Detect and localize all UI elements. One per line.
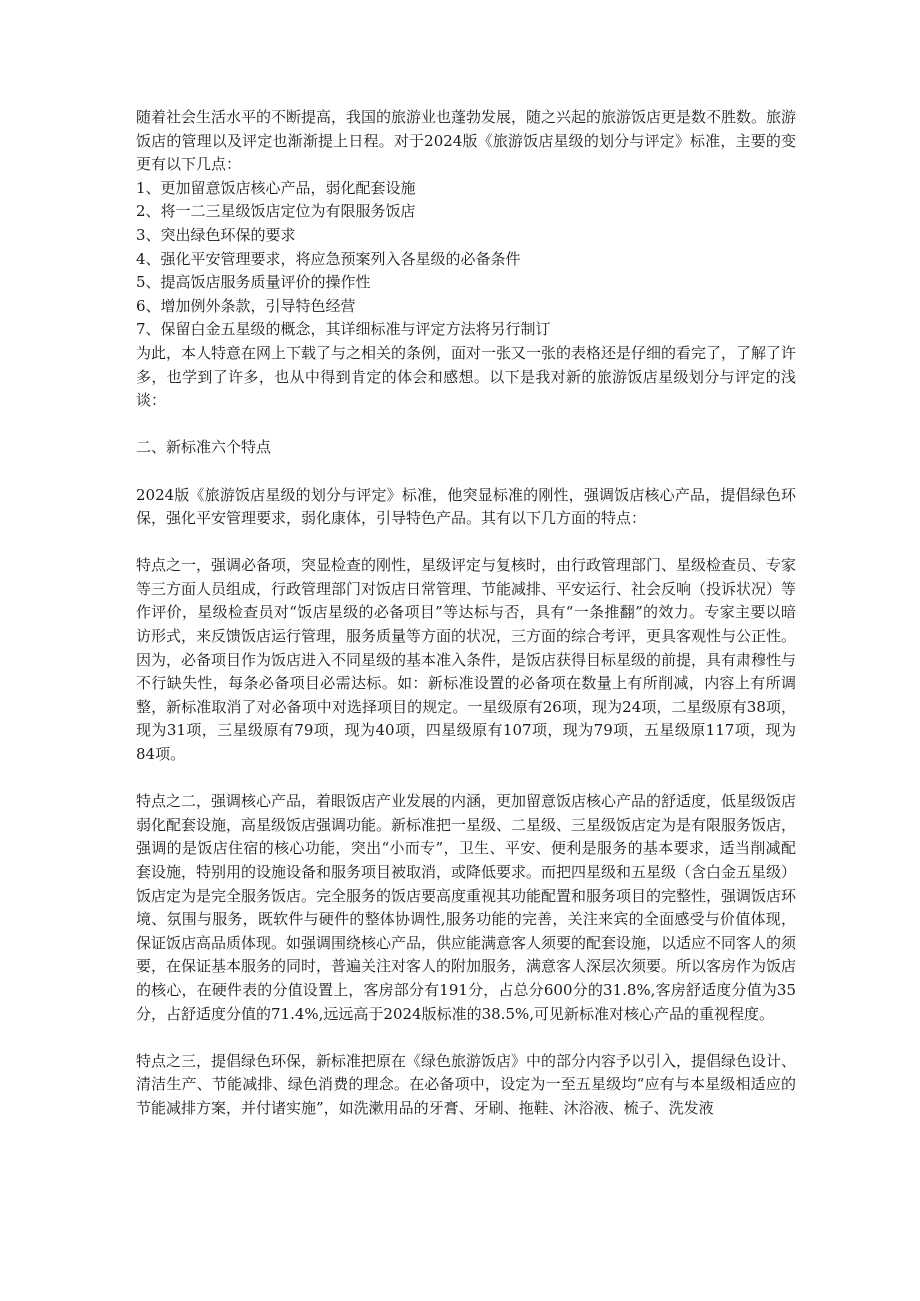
intro-paragraph: 随着社会生活水平的不断提高，我国的旅游业也蓬勃发展，随之兴起的旅游饭店更是数不胜数。旅游饭店的管理以及评定也渐渐提上日程。对于2024版《旅游饭店星级的划分与评定》标准，主要的变更有以下几点： bbox=[136, 108, 797, 174]
document-page bbox=[136, 106, 796, 1121]
change-item-2: 2、将一二三星级饭店定位为有限服务饭店 bbox=[136, 202, 416, 221]
paragraph-spacer bbox=[136, 413, 796, 437]
change-item-3: 3、突出绿色环保的要求 bbox=[136, 225, 296, 244]
paragraph-spacer bbox=[136, 1026, 796, 1050]
section-summary-paragraph: 2024版《旅游饭店星级的划分与评定》标准，他突显标准的刚性，强调饭店核心产品，提倡绿色环保，强化平安管理要求，弱化康体，引导特色产品。其有以下几方面的特点： bbox=[136, 485, 796, 528]
paragraph-spacer bbox=[136, 531, 796, 555]
paragraph-spacer bbox=[136, 460, 796, 484]
change-item-4: 4、强化平安管理要求，将应急预案列入各星级的必备条件 bbox=[136, 249, 521, 268]
change-item-7: 7、保留白金五星级的概念，其详细标准与评定方法将另行制订 bbox=[136, 320, 551, 339]
intro-closing-paragraph: 为此，本人特意在网上下载了与之相关的条例，面对一张又一张的表格还是仔细的看完了，了解了许多，也学到了许多，也从中得到肯定的体会和感想。以下是我对新的旅游饭店星级划分与评定的浅谈： bbox=[136, 343, 797, 410]
feature-2-paragraph: 特点之二，强调核心产品，着眼饭店产业发展的内涵，更加留意饭店核心产品的舒适度，低星级饭店弱化配套设施，高星级饭店强调功能。新标准把一星级、二星级、三星级饭店定为是有限服务饭店，强调的是饭店住宿的核心功能，突出“小而专”，卫生、平安、便利是服务的基本要求，适当削减配套设施，特别用的设施设备和服务项目被取消，或降低要求。而把四星级和五星级（含白金五星级）饭店定为是完全服务饭店。完全服务的饭店要高度重视其功能配置和服务项目的完整性，强调饭店环境、氛围与服务，既软件与硬件的整体协调性,服务功能的完善，关注来宾的全面感受与价值体现，保证饭店高品质体现。如强调围绕核心产品，供应能满意客人须要的配套设施，以适应不同客人的须要，在保证基本服务的同时，普遍关注对客人的附加服务，满意客人深层次须要。所以客房作为饭店的核心，在硬件表的分值设置上，客房部分有191分，占总分600分的31.8%,客房舒适度分值为35分，占舒适度分值的71.4%,远远高于2024版标准的38.5%,可见新标准对核心产品的重视程度。 bbox=[136, 792, 797, 1023]
change-item-1: 1、更加留意饭店核心产品，弱化配套设施 bbox=[136, 178, 416, 197]
change-item-5: 5、提高饭店服务质量评价的操作性 bbox=[136, 273, 371, 292]
change-item-6: 6、增加例外条款，引导特色经营 bbox=[136, 296, 356, 315]
feature-1-paragraph: 特点之一，强调必备项，突显检查的刚性，星级评定与复核时，由行政管理部门、星级检查员、专家等三方面人员组成，行政管理部门对饭店日常管理、节能减排、平安运行、社会反响（投诉状况）等作评价，星级检查员对“饭店星级的必备项目”等达标与否，具有“一条推翻”的效力。专家主要以暗访形式，来反馈饭店运行管理，服务质量等方面的状况，三方面的综合考评，更具客观性与公正性。因为，必备项目作为饭店进入不同星级的基本准入条件，是饭店获得目标星级的前提，具有肃穆性与不行缺失性，每条必备项目必需达标。如：新标准设置的必备项在数量上有所削减，内容上有所调整，新标准取消了对必备项中对选择项目的规定。一星级原有26项，现为24项，二星级原有38项，现为31项，三星级原有79项，现为40项，四星级原有107项，现为79项，五星级原117项，现为84项。 bbox=[136, 556, 797, 764]
paragraph-spacer bbox=[136, 767, 796, 791]
feature-3-paragraph: 特点之三，提倡绿色环保，新标准把原在《绿色旅游饭店》中的部分内容予以引入，提倡绿色设计、清洁生产、节能减排、绿色消费的理念。在必备项中，设定为一至五星级均“应有与本星级相适应的节能减排方案，并付诸实施”，如洗漱用品的牙膏、牙刷、拖鞋、沐浴液、梳子、洗发液 bbox=[136, 1051, 797, 1117]
section-heading: 二、新标准六个特点 bbox=[136, 438, 272, 457]
